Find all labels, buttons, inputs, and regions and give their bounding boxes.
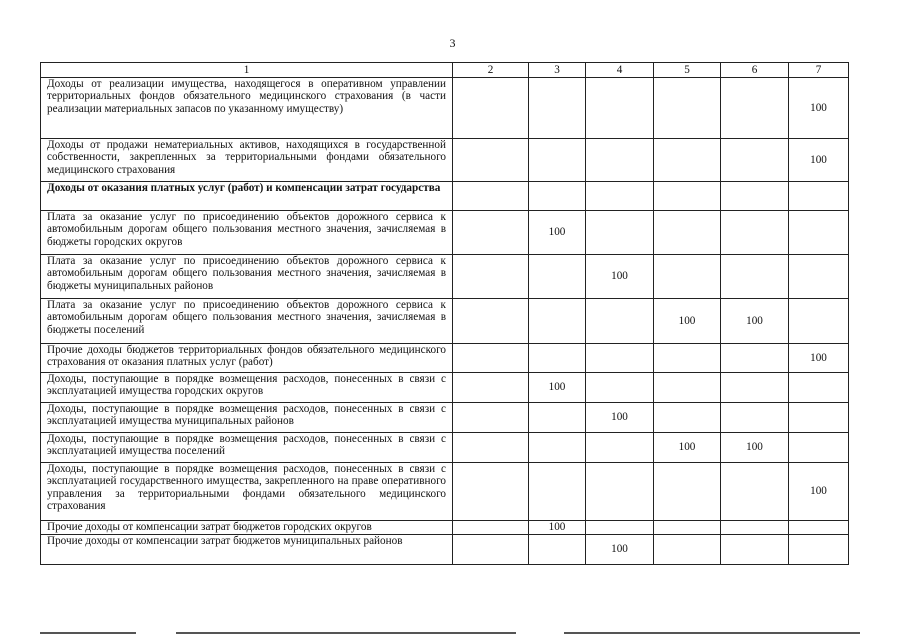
percent-cell: 100 bbox=[586, 535, 654, 565]
column-header: 3 bbox=[529, 63, 586, 78]
percent-cell bbox=[654, 182, 721, 211]
percent-cell bbox=[789, 299, 849, 344]
percent-cell bbox=[586, 182, 654, 211]
revenue-description: Плата за оказание услуг по присоединению объектов дорожного сервиса к автомобильным дорогам общего пользования местного значения, зачисляемая в бюджеты муниципальных районов bbox=[41, 255, 453, 299]
percent-cell bbox=[586, 139, 654, 182]
percent-cell bbox=[789, 535, 849, 565]
percent-cell bbox=[654, 373, 721, 403]
percent-cell bbox=[789, 403, 849, 433]
percent-cell bbox=[654, 403, 721, 433]
percent-cell bbox=[586, 299, 654, 344]
percent-cell bbox=[721, 403, 789, 433]
percent-cell bbox=[654, 535, 721, 565]
percent-cell bbox=[721, 344, 789, 373]
percent-cell bbox=[586, 344, 654, 373]
percent-cell: 100 bbox=[529, 521, 586, 535]
column-header: 7 bbox=[789, 63, 849, 78]
percent-cell: 100 bbox=[529, 211, 586, 255]
percent-cell bbox=[789, 211, 849, 255]
percent-cell: 100 bbox=[654, 433, 721, 463]
percent-cell bbox=[453, 139, 529, 182]
percent-cell bbox=[529, 535, 586, 565]
percent-cell: 100 bbox=[789, 344, 849, 373]
revenue-description: Доходы, поступающие в порядке возмещения расходов, понесенных в связи с эксплуатацией имущества муниципальных районов bbox=[41, 403, 453, 433]
percent-cell bbox=[721, 255, 789, 299]
percent-cell: 100 bbox=[586, 403, 654, 433]
bottom-rule bbox=[176, 632, 516, 634]
percent-cell bbox=[586, 521, 654, 535]
percent-cell bbox=[789, 182, 849, 211]
table-row bbox=[41, 255, 849, 299]
percent-cell bbox=[453, 344, 529, 373]
percent-cell bbox=[529, 433, 586, 463]
percent-cell: 100 bbox=[789, 463, 849, 521]
percent-cell: 100 bbox=[789, 78, 849, 139]
table-row bbox=[41, 344, 849, 373]
percent-cell bbox=[586, 433, 654, 463]
percent-cell bbox=[529, 255, 586, 299]
revenue-description: Плата за оказание услуг по присоединению объектов дорожного сервиса к автомобильным дорогам общего пользования местного значения, зачисляемая в бюджеты городских округов bbox=[41, 211, 453, 255]
percent-cell bbox=[453, 403, 529, 433]
bottom-rule bbox=[564, 632, 860, 634]
percent-cell: 100 bbox=[721, 299, 789, 344]
revenue-description: Доходы, поступающие в порядке возмещения расходов, понесенных в связи с эксплуатацией имущества поселений bbox=[41, 433, 453, 463]
percent-cell bbox=[453, 373, 529, 403]
percent-cell bbox=[586, 211, 654, 255]
percent-cell bbox=[529, 299, 586, 344]
table-row bbox=[41, 373, 849, 403]
column-header: 5 bbox=[654, 63, 721, 78]
column-header: 4 bbox=[586, 63, 654, 78]
revenue-description: Прочие доходы бюджетов территориальных фондов обязательного медицинского страхования от оказания платных услуг (работ) bbox=[41, 344, 453, 373]
percent-cell bbox=[654, 139, 721, 182]
revenue-distribution-table bbox=[40, 62, 849, 565]
table-row bbox=[41, 139, 849, 182]
revenue-description: Доходы, поступающие в порядке возмещения расходов, понесенных в связи с эксплуатацией имущества городских округов bbox=[41, 373, 453, 403]
percent-cell bbox=[654, 255, 721, 299]
revenue-description: Прочие доходы от компенсации затрат бюджетов городских округов bbox=[41, 521, 453, 535]
percent-cell bbox=[453, 463, 529, 521]
percent-cell bbox=[721, 521, 789, 535]
percent-cell bbox=[721, 211, 789, 255]
percent-cell bbox=[654, 344, 721, 373]
table-row bbox=[41, 211, 849, 255]
revenue-description: Доходы от оказания платных услуг (работ) и компенсации затрат государства bbox=[41, 182, 453, 211]
percent-cell: 100 bbox=[529, 373, 586, 403]
percent-cell bbox=[529, 139, 586, 182]
revenue-description: Прочие доходы от компенсации затрат бюджетов муниципальных районов bbox=[41, 535, 453, 565]
percent-cell bbox=[453, 211, 529, 255]
percent-cell bbox=[586, 463, 654, 521]
percent-cell bbox=[453, 255, 529, 299]
percent-cell bbox=[654, 521, 721, 535]
percent-cell bbox=[453, 433, 529, 463]
table-row bbox=[41, 521, 849, 535]
revenue-description: Доходы от продажи нематериальных активов, находящихся в государственной собственности, закрепленных за территориальными фондами обязательного медицинского страхования bbox=[41, 139, 453, 182]
percent-cell bbox=[721, 139, 789, 182]
table-row bbox=[41, 403, 849, 433]
column-header: 6 bbox=[721, 63, 789, 78]
percent-cell: 100 bbox=[789, 139, 849, 182]
percent-cell bbox=[453, 182, 529, 211]
table-row bbox=[41, 535, 849, 565]
table-row bbox=[41, 433, 849, 463]
percent-cell bbox=[529, 463, 586, 521]
percent-cell bbox=[654, 463, 721, 521]
percent-cell bbox=[529, 182, 586, 211]
percent-cell bbox=[654, 78, 721, 139]
percent-cell: 100 bbox=[721, 433, 789, 463]
column-number-header-row bbox=[41, 63, 849, 78]
percent-cell bbox=[529, 403, 586, 433]
column-header: 2 bbox=[453, 63, 529, 78]
table-row bbox=[41, 463, 849, 521]
percent-cell: 100 bbox=[654, 299, 721, 344]
percent-cell bbox=[721, 182, 789, 211]
percent-cell bbox=[453, 521, 529, 535]
percent-cell bbox=[789, 521, 849, 535]
percent-cell bbox=[654, 211, 721, 255]
percent-cell bbox=[529, 78, 586, 139]
percent-cell: 100 bbox=[586, 255, 654, 299]
percent-cell bbox=[586, 373, 654, 403]
percent-cell bbox=[789, 255, 849, 299]
table-body bbox=[41, 78, 849, 565]
revenue-description: Доходы, поступающие в порядке возмещения расходов, понесенных в связи с эксплуатацией государственного имущества, закрепленного на праве оперативного управления за территориальными фондами обязательного медицинского страхования bbox=[41, 463, 453, 521]
percent-cell bbox=[586, 78, 654, 139]
percent-cell bbox=[453, 299, 529, 344]
column-header: 1 bbox=[41, 63, 453, 78]
revenue-description: Доходы от реализации имущества, находящегося в оперативном управлении территориальных фондов обязательного медицинского страхования (в части реализации материальных запасов по указанному имуществу) bbox=[41, 78, 453, 139]
percent-cell bbox=[721, 373, 789, 403]
table-row bbox=[41, 182, 849, 211]
table-row bbox=[41, 78, 849, 139]
percent-cell bbox=[453, 78, 529, 139]
percent-cell bbox=[721, 463, 789, 521]
page-number: 3 bbox=[449, 36, 456, 50]
table-row bbox=[41, 299, 849, 344]
percent-cell bbox=[721, 78, 789, 139]
percent-cell bbox=[721, 535, 789, 565]
percent-cell bbox=[789, 433, 849, 463]
percent-cell bbox=[453, 535, 529, 565]
percent-cell bbox=[789, 373, 849, 403]
revenue-description: Плата за оказание услуг по присоединению объектов дорожного сервиса к автомобильным дорогам общего пользования местного значения, зачисляемая в бюджеты поселений bbox=[41, 299, 453, 344]
percent-cell bbox=[529, 344, 586, 373]
bottom-rule bbox=[40, 632, 136, 634]
